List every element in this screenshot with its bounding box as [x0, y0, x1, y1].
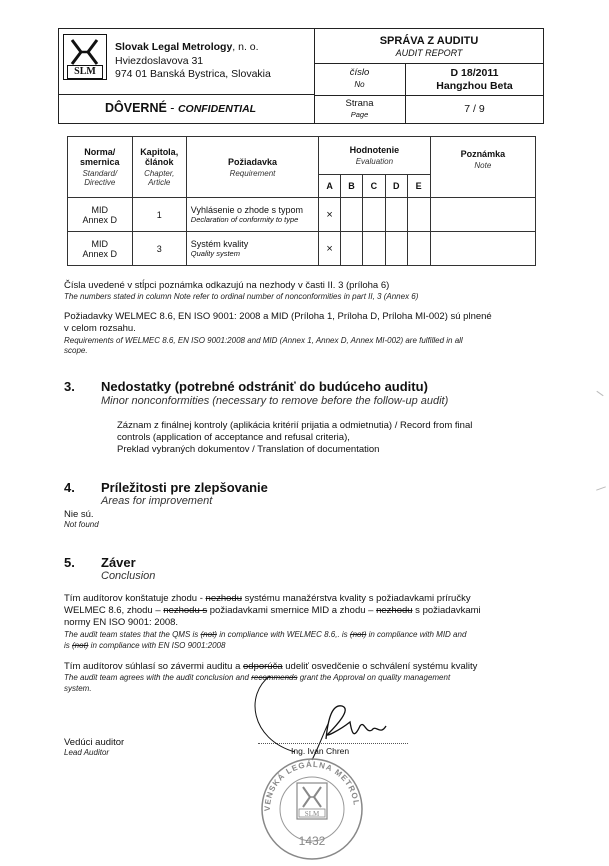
org-suffix: , n. o.: [232, 41, 259, 53]
confidential-en: CONFIDENTIAL: [177, 103, 257, 115]
section-4-title: Príležitosti pre zlepšovanie: [101, 480, 268, 495]
col-note-sk: Poznámka: [460, 149, 506, 159]
eval-cell: [385, 198, 407, 232]
text-span: udeliť osvedčenie o schválení systému kvality: [282, 661, 478, 672]
eval-cell: [341, 198, 363, 232]
struck-text: nezhodu s: [163, 605, 208, 616]
eval-letter: E: [407, 175, 430, 198]
col-chapter: [132, 137, 186, 198]
conclusion-p1-en-line2: [64, 641, 225, 651]
report-title-sk: SPRÁVA Z AUDITU: [379, 35, 479, 47]
standard-line2: Annex D: [82, 248, 118, 259]
text-span: WELMEC 8.6, zhodu –: [64, 605, 164, 616]
conclusion-p1-line2: [64, 605, 481, 616]
eval-cell: [407, 232, 430, 266]
note2-en-line1: Requirements of WELMEC 8.6, EN ISO 9001:2008 and MID (Annex 1, Annex D, Annex MI-002) are fulfilled in all: [64, 336, 463, 345]
note-cell: [430, 198, 535, 232]
struck-text: nezhodu: [205, 593, 242, 604]
stamp-number: 1432: [298, 834, 326, 848]
table-header-row: [68, 137, 536, 175]
section-4-text-en: Not found: [64, 520, 99, 529]
section-3-subtitle: Minor nonconformities (necessary to remove before the follow-up audit): [101, 395, 449, 407]
eval-cell: [362, 198, 385, 232]
section-5-subtitle: Conclusion: [101, 570, 156, 582]
handwritten-signature-icon: [240, 664, 420, 764]
note2-sk-line2: v celom rozsahu.: [64, 323, 136, 334]
col-standard: [68, 137, 133, 198]
conclusion-p1-line3: normy EN ISO 9001: 2008.: [64, 617, 179, 628]
requirement-cell: [186, 232, 318, 266]
section-3-line1: Záznam z finálnej kontroly (aplikácia kritérií prijatia a odmietnutia) / Record from final: [117, 420, 473, 431]
col-note-en: Note: [474, 161, 492, 170]
table-row: [68, 232, 536, 266]
struck-text: nezhodu: [376, 605, 413, 616]
section-4-number: 4.: [64, 480, 75, 495]
note2-en-line2: scope.: [64, 346, 88, 355]
col-chapter-en: Chapter, Article: [144, 169, 175, 187]
stamp-logo-text: SLM: [304, 810, 320, 818]
logo-text: SLM: [67, 65, 103, 79]
standard-cell: [68, 198, 133, 232]
col-eval-sk: Hodnotenie: [349, 145, 400, 155]
note1-en: The numbers stated in column Note refer to ordinal number of nonconformities in part II, 3 (Annex 6): [64, 292, 419, 301]
no-label-en: No: [354, 80, 365, 89]
requirement-sk: Vyhlásenie o zhode s typom: [190, 205, 304, 215]
col-evaluation: [319, 137, 431, 175]
section-4-subtitle: Areas for improvement: [101, 495, 213, 507]
section-3-title: Nedostatky (potrebné odstrániť do budúceho auditu): [101, 379, 428, 394]
eval-letter: C: [362, 175, 385, 198]
standard-cell: [68, 232, 133, 266]
col-standard-en: Standard/ Directive: [82, 169, 118, 187]
org-name-line: [115, 41, 259, 53]
section-4-text-sk: Nie sú.: [64, 509, 94, 520]
col-note: [430, 137, 535, 198]
address-line2: 974 01 Banská Bystrica, Slovakia: [115, 68, 271, 80]
col-standard-sk: Norma/ smernica: [80, 147, 120, 167]
note1-sk: Čísla uvedené v stĺpci poznámka odkazujú na nezhody v časti II. 3 (príloha 6): [64, 280, 390, 291]
text-span: Tím audítorov súhlasí so závermi auditu a: [64, 661, 243, 672]
section-3-line2: controls (application of acceptance and refusal criteria),: [117, 432, 350, 443]
note2-sk-line1: Požiadavky WELMEC 8.6, EN ISO 9001: 2008 a MID (Príloha 1, Príloha D, Príloha MI-002) sú plnené: [64, 311, 492, 322]
requirement-sk: Systém kvality: [190, 239, 249, 249]
text-span: in compliance with WELMEC 8.6,. is: [216, 630, 350, 639]
eval-letter: A: [319, 175, 341, 198]
struck-text: recommends: [251, 673, 298, 682]
standard-line1: MID: [91, 204, 109, 215]
col-requirement-en: Requirement: [229, 168, 276, 178]
confidential-sk: DÔVERNÉ: [105, 101, 167, 115]
confidential-sep: -: [166, 101, 178, 115]
text-span: požiadavkami smernice MID a zhodu –: [207, 605, 377, 616]
section-5-title: Záver: [101, 555, 136, 570]
struck-text: (not): [200, 630, 217, 639]
org-name: Slovak Legal Metrology: [115, 41, 233, 53]
section-3-number: 3.: [64, 379, 75, 394]
lead-auditor-en: Lead Auditor: [64, 748, 110, 757]
text-span: in compliance with EN ISO 9001:2008: [88, 641, 226, 650]
struck-text: (not): [72, 641, 89, 650]
chapter-cell: 3: [132, 232, 186, 266]
col-chapter-sk: Kapitola, článok: [140, 147, 179, 167]
slm-logo: [63, 34, 107, 80]
col-requirement-sk: Požiadavka: [227, 156, 277, 167]
text-span: grant the Approval on quality management: [297, 673, 451, 682]
chapter-cell: 1: [132, 198, 186, 232]
auditor-name: Ing. Ivan Chren: [291, 746, 350, 756]
section-3-line3: Preklad vybraných dokumentov / Translation of documentation: [117, 444, 380, 455]
text-span: The audit team states that the QMS is: [64, 630, 201, 639]
requirement-cell: [186, 198, 318, 232]
report-company: Hangzhou Beta: [436, 80, 513, 92]
page-value: 7 / 9: [464, 103, 485, 115]
eval-cell: [407, 198, 430, 232]
scan-mark: [596, 486, 606, 490]
page-label-en: Page: [350, 110, 369, 119]
stamp-seal-icon: [256, 753, 368, 861]
struck-text: odporúča: [243, 661, 283, 672]
eval-letter: D: [385, 175, 407, 198]
confidential-label: [105, 101, 256, 115]
eval-cell: [385, 232, 407, 266]
requirement-en: Declaration of conformity to type: [190, 215, 299, 224]
col-eval-en: Evaluation: [355, 157, 394, 166]
conclusion-p1-line1: [64, 593, 471, 604]
requirement-en: Quality system: [190, 249, 240, 258]
evaluation-table: [67, 136, 536, 266]
struck-text: (not): [349, 630, 367, 639]
text-span: is: [64, 641, 72, 650]
address-line1: Hviezdoslavova 31: [115, 55, 204, 67]
lead-auditor-sk: Vedúci auditor: [64, 737, 125, 748]
note-cell: [430, 232, 535, 266]
section-5-number: 5.: [64, 555, 75, 570]
scan-mark: [596, 391, 603, 396]
text-span: systému manažérstva kvality s požiadavkami príručky: [241, 593, 471, 604]
table-row: [68, 198, 536, 232]
conclusion-p1-en-line1: [64, 630, 466, 640]
standard-line1: MID: [91, 238, 109, 249]
text-span: Tím audítorov konštatuje zhodu -: [64, 593, 206, 604]
text-span: s požiadavkami: [412, 605, 481, 616]
text-span: in compliance with MID and: [366, 630, 467, 639]
official-stamp: [256, 753, 368, 861]
eval-letter: B: [341, 175, 363, 198]
conclusion-p2-en-line2: system.: [64, 684, 92, 693]
slm-emblem-icon: [64, 37, 105, 66]
report-number: D 18/2011: [450, 67, 499, 79]
text-span: The audit team agrees with the audit conclusion and: [64, 673, 252, 682]
col-requirement: [186, 137, 318, 198]
page-label-sk: Strana: [345, 98, 374, 109]
standard-line2: Annex D: [82, 214, 118, 225]
report-title-en: AUDIT REPORT: [395, 48, 463, 58]
eval-cell: [341, 232, 363, 266]
stamp-ring-text: VENSKÁ LEGÁLNA METROL: [262, 759, 361, 812]
svg-text:SLOVENSKÁ LEGÁLNA METROLÓGIA: [256, 753, 361, 811]
no-label-sk: číslo: [349, 67, 370, 78]
eval-cell: [362, 232, 385, 266]
eval-mark: ×: [319, 232, 341, 266]
eval-mark: ×: [319, 198, 341, 232]
